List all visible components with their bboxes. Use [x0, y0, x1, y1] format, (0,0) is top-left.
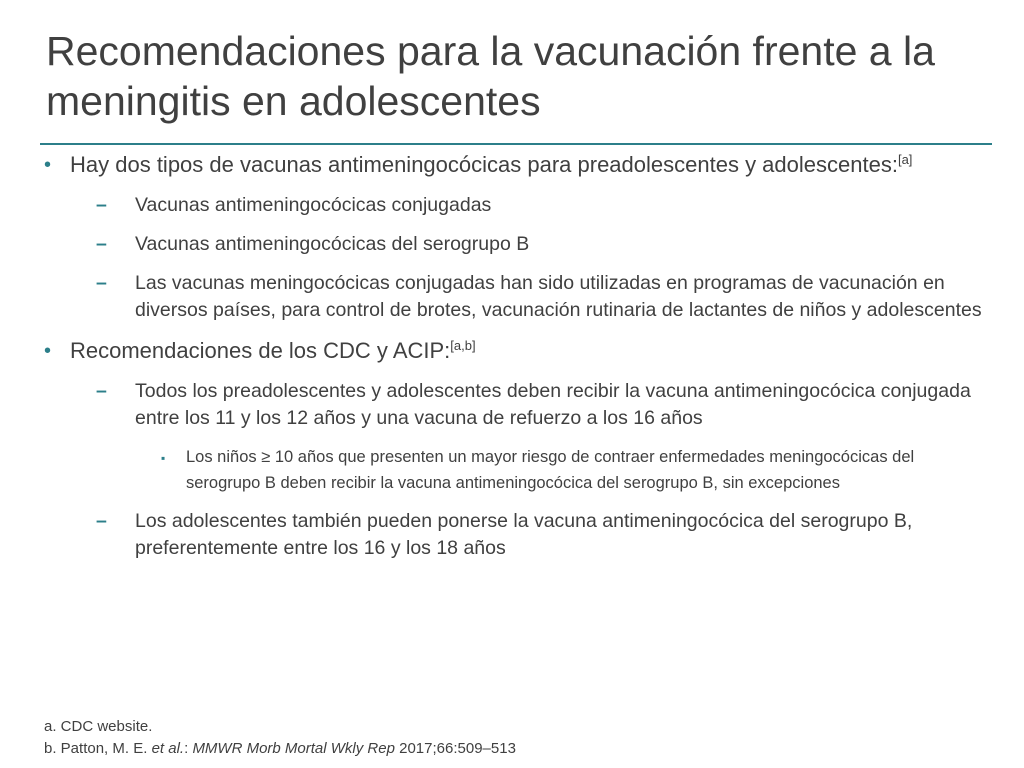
subitem-text: Todos los preadolescentes y adolescentes deben recibir la vacuna antimeningocócica conjugada entre los 11 y los 12 años y una vacuna de refuerzo a los 16 años — [135, 380, 971, 429]
bullet-cdc-acip — [40, 336, 990, 366]
footnotes — [44, 716, 516, 760]
subitem-text: Los adolescentes también pueden ponerse la vacuna antimeningocócica del serogrupo B, preferentemente entre los 16 y los 18 años — [135, 510, 913, 559]
dash-bullet-icon: – — [96, 380, 107, 402]
bullet-dot-icon: • — [44, 154, 52, 176]
square-bullet-icon: ▪ — [161, 451, 166, 465]
subitem-conjugate-vaccines — [40, 192, 990, 219]
footnote-b-authors: b. Patton, M. E. — [44, 740, 152, 757]
title-divider — [40, 143, 992, 145]
bullet-dot-icon: • — [44, 340, 52, 362]
dash-bullet-icon: – — [96, 194, 107, 216]
subitem-all-preadolescents — [40, 378, 990, 432]
subitem-vaccination-programs — [40, 270, 990, 324]
footnote-b-colon: : — [184, 740, 193, 757]
reference-marker: [a,b] — [450, 338, 476, 353]
footnote-b — [44, 738, 516, 760]
subitem-text: Las vacunas meningocócicas conjugadas han sido utilizadas en programas de vacunación en diversos países, para control de brotes, vacunación rutinaria de lactantes de niños y adolescentes — [135, 272, 982, 321]
subsubitem-text: Los niños ≥ 10 años que presenten un mayor riesgo de contraer enfermedades meningocócicas del serogrupo B deben recibir la vacuna antimeningocócica del serogrupo B, sin excepciones — [186, 448, 915, 492]
bullet-text: Hay dos tipos de vacunas antimeningocócicas para preadolescentes y adolescentes: — [70, 152, 898, 177]
reference-marker: [a] — [897, 152, 913, 167]
dash-bullet-icon: – — [96, 272, 107, 294]
bullet-text: Recomendaciones de los CDC y ACIP: — [70, 338, 451, 363]
footnote-b-journal: MMWR Morb Mortal Wkly Rep — [192, 740, 395, 757]
footnote-b-etal: et al. — [151, 740, 185, 757]
subsubitem-high-risk-children — [40, 444, 990, 496]
subitem-text: Vacunas antimeningocócicas conjugadas — [135, 194, 492, 216]
footnote-b-citation: 2017;66:509–513 — [394, 740, 516, 757]
footnote-a: a. CDC website. — [44, 718, 153, 735]
slide-body — [40, 150, 990, 574]
bullet-vaccine-types — [40, 150, 990, 180]
subitem-text: Vacunas antimeningocócicas del serogrupo B — [135, 233, 530, 255]
slide-title: Recomendaciones para la vacunación frente a la meningitis en adolescentes — [46, 28, 935, 124]
dash-bullet-icon: – — [96, 510, 107, 532]
subitem-adolescents-serogroup-b — [40, 508, 990, 562]
dash-bullet-icon: – — [96, 233, 107, 255]
subitem-serogroup-b-vaccines — [40, 231, 990, 258]
